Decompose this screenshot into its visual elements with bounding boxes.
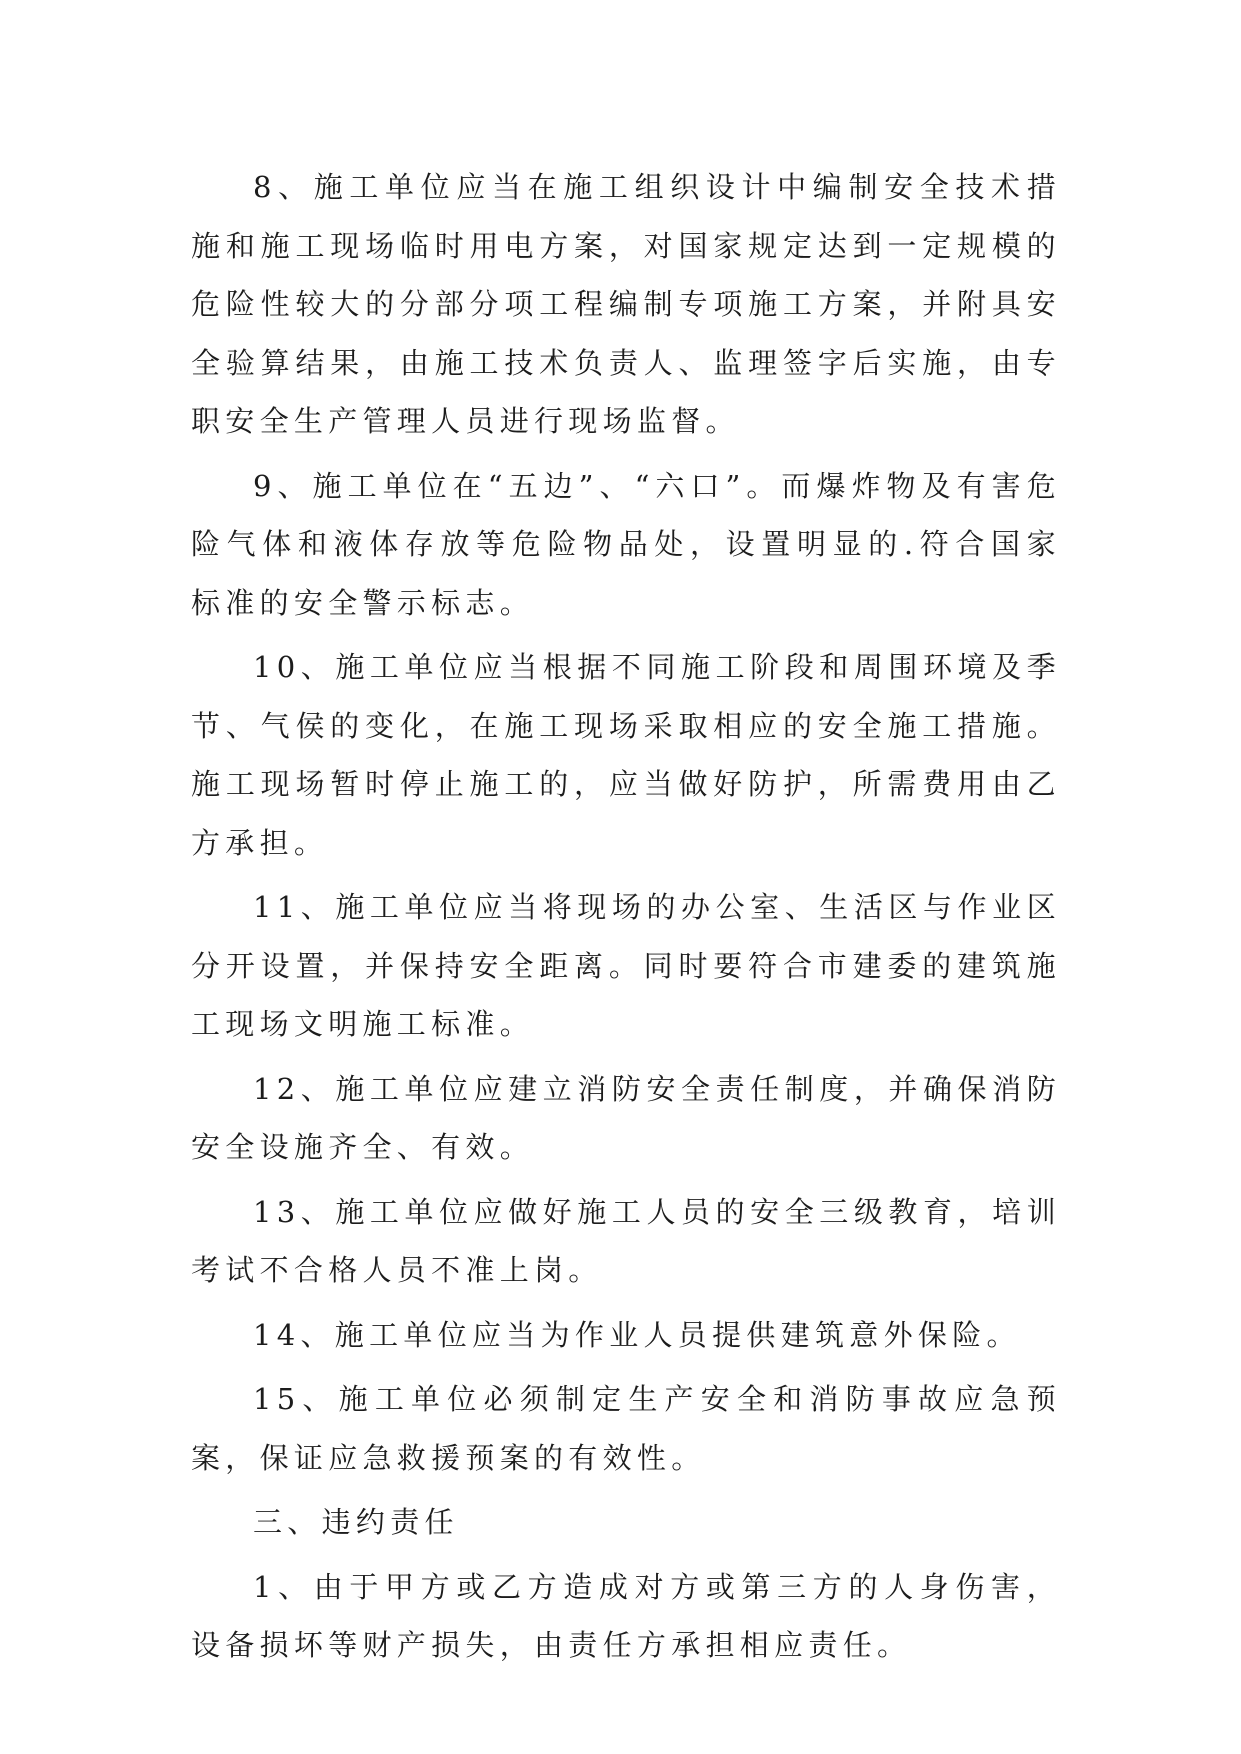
paragraph-item-11: 11、施工单位应当将现场的办公室、生活区与作业区分开设置，并保持安全距离。同时要符合市建委的建筑施工现场文明施工标准。 [191, 890, 1061, 1041]
paragraph-item-9: 9、施工单位在“五边”、“六口”。而爆炸物及有害危险气体和液体存放等危险物品处，设置明显的.符合国家标准的安全警示标志。 [191, 468, 1061, 620]
paragraph-item-13: 13、施工单位应做好施工人员的安全三级教育，培训考试不合格人员不准上岗。 [191, 1194, 1061, 1287]
paragraph-item-14: 14、施工单位应当为作业人员提供建筑意外保险。 [253, 1317, 1021, 1352]
paragraph-item-15: 15、施工单位必须制定生产安全和消防事故应急预案，保证应急救援预案的有效性。 [191, 1382, 1061, 1475]
paragraph-item-12: 12、施工单位应建立消防安全责任制度，并确保消防安全设施齐全、有效。 [191, 1071, 1061, 1164]
document-body [191, 158, 1061, 1681]
paragraph-item-10: 10、施工单位应当根据不同施工阶段和周围环境及季节、气侯的变化，在施工现场采取相应的安全施工措施。施工现场暂时停止施工的，应当做好防护，所需费用由乙方承担。 [191, 650, 1061, 860]
paragraph-item-8: 8、施工单位应当在施工组织设计中编制安全技术措施和施工现场临时用电方案，对国家规定达到一定规模的危险性较大的分部分项工程编制专项施工方案，并附具安全验算结果，由施工技术负责人、监理签字后实施，由专职安全生产管理人员进行现场监督。 [191, 170, 1061, 438]
paragraph-liability-1: 1、由于甲方或乙方造成对方或第三方的人身伤害，设备损坏等财产损失，由责任方承担相应责任。 [191, 1569, 1061, 1662]
section-heading-liability: 三、违约责任 [253, 1505, 459, 1539]
